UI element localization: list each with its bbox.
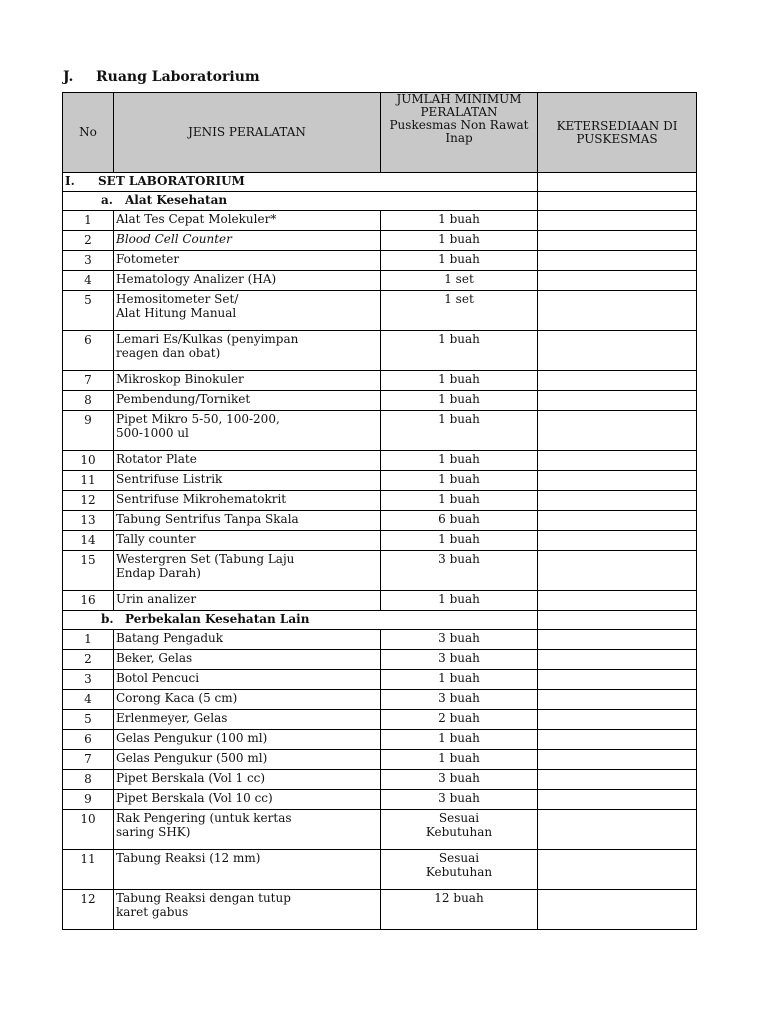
group-title: Alat Kesehatan bbox=[125, 193, 228, 207]
table-row bbox=[63, 551, 697, 591]
availability-cell[interactable] bbox=[538, 271, 697, 291]
minimum-quantity bbox=[381, 491, 538, 511]
minimum-quantity-line: 1 buah bbox=[438, 751, 480, 765]
row-number: 3 bbox=[63, 251, 114, 271]
availability-cell[interactable] bbox=[538, 331, 697, 371]
header-jumlah-line: Non bbox=[460, 118, 486, 132]
availability-cell[interactable] bbox=[538, 690, 697, 710]
table-row bbox=[63, 491, 697, 511]
equipment-name bbox=[114, 810, 381, 850]
equipment-name-line: Pipet Berskala (Vol 1 cc) bbox=[116, 771, 266, 785]
equipment-name-line: Alat Tes Cepat Molekuler* bbox=[116, 212, 277, 226]
group-letter: b. bbox=[101, 612, 114, 626]
equipment-name-line: Alat Hitung Manual bbox=[116, 306, 237, 320]
equipment-name-line: Fotometer bbox=[116, 252, 180, 266]
equipment-name bbox=[114, 231, 381, 251]
minimum-quantity-line: 1 buah bbox=[438, 472, 480, 486]
availability-cell[interactable] bbox=[538, 750, 697, 770]
row-number: 15 bbox=[63, 551, 114, 591]
table-row bbox=[63, 531, 697, 551]
set-roman: I. bbox=[65, 174, 75, 188]
row-number: 7 bbox=[63, 750, 114, 770]
availability-cell[interactable] bbox=[538, 770, 697, 790]
equipment-name-line: Rotator Plate bbox=[116, 452, 197, 466]
equipment-name bbox=[114, 770, 381, 790]
minimum-quantity bbox=[381, 790, 538, 810]
equipment-name bbox=[114, 710, 381, 730]
equipment-name-line: Gelas Pengukur (100 ml) bbox=[116, 731, 268, 745]
minimum-quantity-line: 1 buah bbox=[438, 592, 480, 606]
table-row bbox=[63, 630, 697, 650]
table-row bbox=[63, 451, 697, 471]
equipment-name-line: Botol Pencuci bbox=[116, 671, 200, 685]
equipment-name bbox=[114, 650, 381, 670]
availability-cell[interactable] bbox=[538, 730, 697, 750]
table-row bbox=[63, 650, 697, 670]
row-number: 2 bbox=[63, 231, 114, 251]
minimum-quantity-line: 3 buah bbox=[438, 631, 480, 645]
table-row bbox=[63, 411, 697, 451]
table-row bbox=[63, 850, 697, 890]
row-number: 4 bbox=[63, 690, 114, 710]
equipment-name-line: Tabung Sentrifus Tanpa Skala bbox=[116, 512, 299, 526]
equipment-name-line: Corong Kaca (5 cm) bbox=[116, 691, 238, 705]
minimum-quantity-line: Kebutuhan bbox=[425, 865, 493, 879]
availability-cell[interactable] bbox=[538, 710, 697, 730]
group-avail-cell bbox=[538, 192, 697, 211]
equipment-name bbox=[114, 291, 381, 331]
minimum-quantity-line: 1 buah bbox=[438, 212, 480, 226]
table-row bbox=[63, 770, 697, 790]
minimum-quantity-line: Kebutuhan bbox=[425, 825, 493, 839]
minimum-quantity bbox=[381, 371, 538, 391]
table-row bbox=[63, 251, 697, 271]
equipment-name bbox=[114, 331, 381, 371]
minimum-quantity-line: 3 buah bbox=[438, 791, 480, 805]
minimum-quantity-line: 3 buah bbox=[438, 771, 480, 785]
table-row bbox=[63, 690, 697, 710]
header-ketersediaan-line: KETERSEDIAAN DI bbox=[556, 118, 678, 133]
minimum-quantity bbox=[381, 750, 538, 770]
header-ketersediaan-line: PUSKESMAS bbox=[576, 131, 658, 146]
set-row bbox=[63, 173, 697, 192]
equipment-name-line: karet gabus bbox=[116, 905, 189, 919]
equipment-name bbox=[114, 850, 381, 890]
equipment-name bbox=[114, 451, 381, 471]
minimum-quantity-line: 12 buah bbox=[434, 891, 484, 905]
availability-cell[interactable] bbox=[538, 291, 697, 331]
availability-cell[interactable] bbox=[538, 371, 697, 391]
minimum-quantity bbox=[381, 551, 538, 591]
minimum-quantity-line: 1 buah bbox=[438, 252, 480, 266]
equipment-name bbox=[114, 531, 381, 551]
table-row bbox=[63, 750, 697, 770]
group-title-cell bbox=[63, 192, 538, 211]
equipment-name bbox=[114, 690, 381, 710]
minimum-quantity-line: 1 buah bbox=[438, 332, 480, 346]
equipment-name bbox=[114, 790, 381, 810]
availability-cell[interactable] bbox=[538, 211, 697, 231]
equipment-name-line: Sentrifuse Listrik bbox=[116, 472, 223, 486]
equipment-name-line: Rak Pengering (untuk kertas bbox=[116, 811, 292, 825]
row-number: 13 bbox=[63, 511, 114, 531]
availability-cell[interactable] bbox=[538, 411, 697, 451]
equipment-name bbox=[114, 411, 381, 451]
equipment-name bbox=[114, 271, 381, 291]
minimum-quantity bbox=[381, 770, 538, 790]
group-letter: a. bbox=[101, 193, 113, 207]
row-number: 14 bbox=[63, 531, 114, 551]
row-number: 2 bbox=[63, 650, 114, 670]
minimum-quantity bbox=[381, 271, 538, 291]
row-number: 8 bbox=[63, 770, 114, 790]
minimum-quantity-line: 6 buah bbox=[438, 512, 480, 526]
set-title-cell bbox=[63, 173, 538, 192]
equipment-name bbox=[114, 251, 381, 271]
row-number: 11 bbox=[63, 850, 114, 890]
minimum-quantity bbox=[381, 890, 538, 930]
table-row bbox=[63, 591, 697, 611]
minimum-quantity-line: 1 buah bbox=[438, 372, 480, 386]
minimum-quantity bbox=[381, 451, 538, 471]
table-row bbox=[63, 291, 697, 331]
minimum-quantity-line: 3 buah bbox=[438, 651, 480, 665]
availability-cell[interactable] bbox=[538, 591, 697, 611]
table-row bbox=[63, 231, 697, 251]
availability-cell[interactable] bbox=[538, 630, 697, 650]
table-body bbox=[63, 173, 697, 930]
equipment-name-line: Blood Cell Counter bbox=[116, 232, 232, 246]
row-number: 10 bbox=[63, 451, 114, 471]
minimum-quantity-line: 1 buah bbox=[438, 492, 480, 506]
table-row bbox=[63, 890, 697, 930]
minimum-quantity bbox=[381, 730, 538, 750]
row-number: 8 bbox=[63, 391, 114, 411]
minimum-quantity-line: 1 set bbox=[444, 272, 474, 286]
table-row bbox=[63, 391, 697, 411]
minimum-quantity-line: 2 buah bbox=[438, 711, 480, 725]
table-header-row bbox=[63, 93, 697, 173]
row-number: 1 bbox=[63, 630, 114, 650]
minimum-quantity bbox=[381, 471, 538, 491]
table-row bbox=[63, 471, 697, 491]
equipment-name-line: Lemari Es/Kulkas (penyimpan bbox=[116, 332, 299, 346]
minimum-quantity-line: 1 buah bbox=[438, 532, 480, 546]
equipment-name bbox=[114, 670, 381, 690]
minimum-quantity-line: 1 buah bbox=[438, 232, 480, 246]
section-heading bbox=[63, 69, 260, 85]
equipment-name bbox=[114, 391, 381, 411]
equipment-name bbox=[114, 730, 381, 750]
equipment-name bbox=[114, 630, 381, 650]
header-jumlah-line: JUMLAH MINIMUM bbox=[396, 92, 522, 106]
equipment-name-line: 500-1000 ul bbox=[116, 426, 189, 440]
availability-cell[interactable] bbox=[538, 251, 697, 271]
minimum-quantity bbox=[381, 251, 538, 271]
minimum-quantity bbox=[381, 411, 538, 451]
equipment-name-line: Hematology Analizer (HA) bbox=[116, 272, 277, 286]
set-avail-cell bbox=[538, 173, 697, 192]
equipment-name-line: Tabung Reaksi (12 mm) bbox=[116, 851, 261, 865]
section-letter: J. bbox=[63, 69, 74, 85]
equipment-name bbox=[114, 591, 381, 611]
row-number: 12 bbox=[63, 491, 114, 511]
availability-cell[interactable] bbox=[538, 790, 697, 810]
row-number: 3 bbox=[63, 670, 114, 690]
table-row bbox=[63, 670, 697, 690]
minimum-quantity bbox=[381, 391, 538, 411]
group-avail-cell bbox=[538, 611, 697, 630]
table-row bbox=[63, 211, 697, 231]
availability-cell[interactable] bbox=[538, 471, 697, 491]
minimum-quantity bbox=[381, 331, 538, 371]
equipment-name bbox=[114, 491, 381, 511]
equipment-name-line: Pipet Mikro 5-50, 100-200, bbox=[116, 412, 280, 426]
row-number: 4 bbox=[63, 271, 114, 291]
availability-cell[interactable] bbox=[538, 511, 697, 531]
group-row bbox=[63, 611, 697, 630]
equipment-name bbox=[114, 551, 381, 591]
equipment-name-line: Tabung Reaksi dengan tutup bbox=[116, 891, 291, 905]
minimum-quantity bbox=[381, 591, 538, 611]
equipment-name-line: Urin analizer bbox=[116, 592, 197, 606]
set-title: SET LABORATORIUM bbox=[98, 174, 245, 188]
table-row bbox=[63, 710, 697, 730]
equipment-name-line: Tally counter bbox=[116, 532, 196, 546]
minimum-quantity-line: 3 buah bbox=[438, 552, 480, 566]
row-number: 11 bbox=[63, 471, 114, 491]
equipment-name-line: Sentrifuse Mikrohematokrit bbox=[116, 492, 287, 506]
table-row bbox=[63, 371, 697, 391]
availability-cell[interactable] bbox=[538, 451, 697, 471]
minimum-quantity-line: 1 buah bbox=[438, 412, 480, 426]
minimum-quantity bbox=[381, 670, 538, 690]
minimum-quantity bbox=[381, 531, 538, 551]
availability-cell[interactable] bbox=[538, 531, 697, 551]
row-number: 1 bbox=[63, 211, 114, 231]
equipment-name-line: saring SHK) bbox=[116, 825, 191, 839]
availability-cell[interactable] bbox=[538, 391, 697, 411]
equipment-table bbox=[62, 92, 697, 930]
row-number: 7 bbox=[63, 371, 114, 391]
row-number: 6 bbox=[63, 331, 114, 371]
equipment-name bbox=[114, 890, 381, 930]
equipment-name-line: Batang Pengaduk bbox=[116, 631, 224, 645]
equipment-name-line: Hemositometer Set/ bbox=[116, 292, 239, 306]
equipment-name-line: Mikroskop Binokuler bbox=[116, 372, 244, 386]
equipment-name-line: Pipet Berskala (Vol 10 cc) bbox=[116, 791, 273, 805]
table-row bbox=[63, 331, 697, 371]
row-number: 12 bbox=[63, 890, 114, 930]
group-row bbox=[63, 192, 697, 211]
minimum-quantity bbox=[381, 231, 538, 251]
row-number: 5 bbox=[63, 291, 114, 331]
header-jenis-peralatan: JENIS PERALATAN bbox=[114, 93, 381, 173]
availability-cell[interactable] bbox=[538, 231, 697, 251]
row-number: 6 bbox=[63, 730, 114, 750]
equipment-name-line: Beker, Gelas bbox=[116, 651, 193, 665]
equipment-name-line: Westergren Set (Tabung Laju bbox=[116, 552, 295, 566]
row-number: 9 bbox=[63, 411, 114, 451]
minimum-quantity bbox=[381, 710, 538, 730]
availability-cell[interactable] bbox=[538, 890, 697, 930]
minimum-quantity bbox=[381, 690, 538, 710]
equipment-name bbox=[114, 511, 381, 531]
minimum-quantity-line: 1 buah bbox=[438, 671, 480, 685]
row-number: 9 bbox=[63, 790, 114, 810]
equipment-name-line: Endap Darah) bbox=[116, 566, 201, 580]
availability-cell[interactable] bbox=[538, 650, 697, 670]
minimum-quantity bbox=[381, 211, 538, 231]
availability-cell[interactable] bbox=[538, 670, 697, 690]
table-row bbox=[63, 790, 697, 810]
equipment-name bbox=[114, 211, 381, 231]
header-no: No bbox=[63, 93, 114, 173]
equipment-name bbox=[114, 371, 381, 391]
header-jumlah-line: PERALATAN Puskesmas bbox=[389, 105, 498, 132]
equipment-name bbox=[114, 750, 381, 770]
minimum-quantity bbox=[381, 650, 538, 670]
group-title: Perbekalan Kesehatan Lain bbox=[125, 612, 310, 626]
minimum-quantity-line: 1 buah bbox=[438, 452, 480, 466]
minimum-quantity-line: 1 buah bbox=[438, 392, 480, 406]
minimum-quantity-line: 1 buah bbox=[438, 731, 480, 745]
availability-cell[interactable] bbox=[538, 491, 697, 511]
table-row bbox=[63, 730, 697, 750]
group-title-cell bbox=[63, 611, 538, 630]
minimum-quantity bbox=[381, 810, 538, 850]
header-jumlah-line: Rawat Inap bbox=[445, 118, 529, 145]
minimum-quantity bbox=[381, 630, 538, 650]
header-ketersediaan bbox=[538, 93, 697, 173]
equipment-name-line: Erlenmeyer, Gelas bbox=[116, 711, 228, 725]
table-row bbox=[63, 271, 697, 291]
minimum-quantity bbox=[381, 511, 538, 531]
table-row bbox=[63, 810, 697, 850]
availability-cell[interactable] bbox=[538, 850, 697, 890]
minimum-quantity-line: 3 buah bbox=[438, 691, 480, 705]
minimum-quantity-line: Sesuai bbox=[438, 851, 480, 865]
row-number: 5 bbox=[63, 710, 114, 730]
minimum-quantity bbox=[381, 850, 538, 890]
equipment-name-line: Pembendung/Torniket bbox=[116, 392, 251, 406]
row-number: 10 bbox=[63, 810, 114, 850]
row-number: 16 bbox=[63, 591, 114, 611]
equipment-name bbox=[114, 471, 381, 491]
header-jumlah-minimum bbox=[381, 93, 538, 173]
table-row bbox=[63, 511, 697, 531]
minimum-quantity bbox=[381, 291, 538, 331]
minimum-quantity-line: 1 set bbox=[444, 292, 474, 306]
minimum-quantity-line: Sesuai bbox=[438, 811, 480, 825]
section-title: Ruang Laboratorium bbox=[96, 69, 260, 85]
availability-cell[interactable] bbox=[538, 551, 697, 591]
equipment-name-line: reagen dan obat) bbox=[116, 346, 221, 360]
availability-cell[interactable] bbox=[538, 810, 697, 850]
equipment-name-line: Gelas Pengukur (500 ml) bbox=[116, 751, 268, 765]
